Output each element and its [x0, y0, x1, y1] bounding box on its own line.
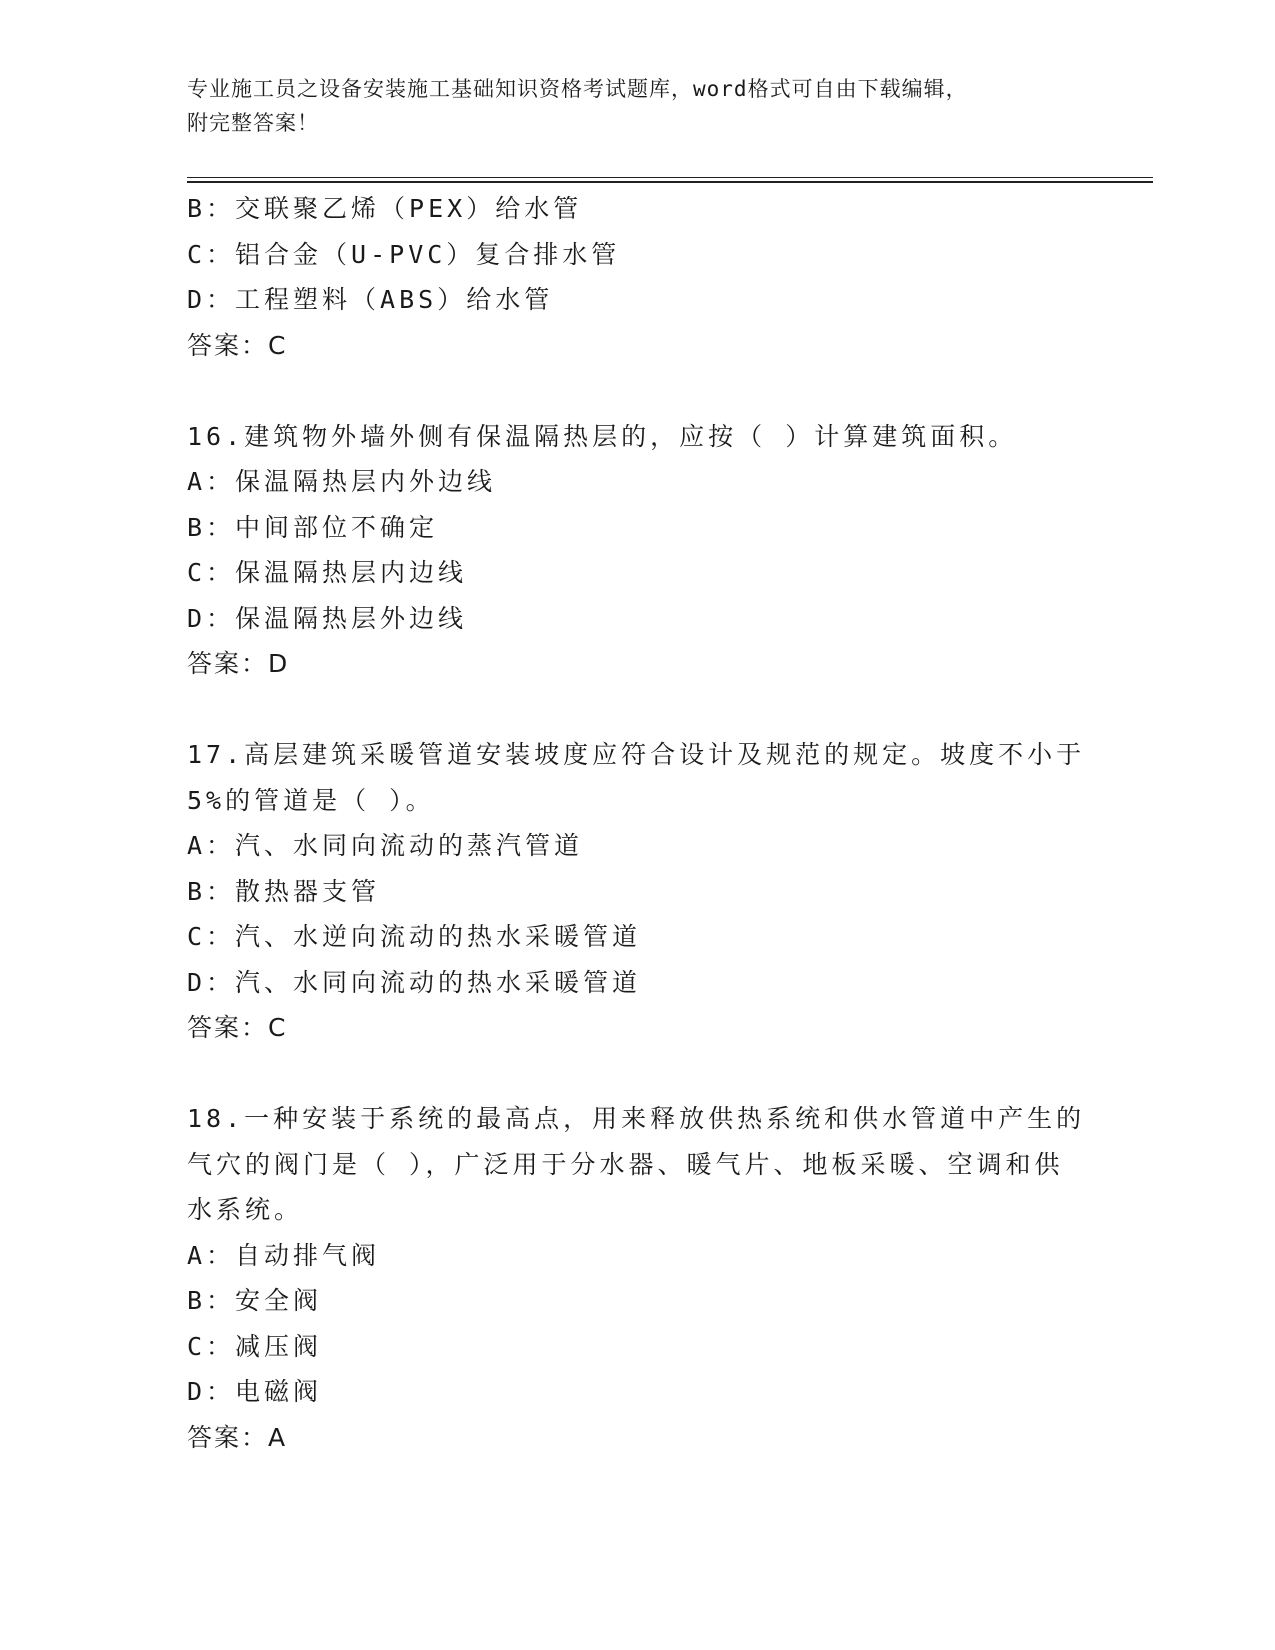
question-text-line-1: 18.一种安装于系统的最高点，用来释放供热系统和供水管道中产生的 — [187, 1104, 1086, 1133]
question-15-tail — [187, 186, 1087, 368]
question-16 — [187, 414, 1087, 687]
question-text-line-1: 17.高层建筑采暖管道安装坡度应符合设计及规范的规定。坡度不小于 — [187, 740, 1086, 769]
option-a: A：保温隔热层内外边线 — [187, 467, 497, 496]
option-d: D：汽、水同向流动的热水采暖管道 — [187, 967, 642, 997]
option-b: B：中间部位不确定 — [187, 512, 439, 542]
option-c: C：保温隔热层内边线 — [187, 558, 468, 587]
header-line-1: 专业施工员之设备安装施工基础知识资格考试题库，word格式可自由下载编辑， — [187, 77, 968, 101]
answer: 答案：D — [187, 649, 290, 678]
document-header — [187, 72, 1087, 140]
spacer — [187, 687, 1087, 733]
option-b: B：安全阀 — [187, 1286, 323, 1315]
question-text-line-3: 水系统。 — [187, 1195, 304, 1224]
option-d: D：电磁阀 — [187, 1377, 323, 1406]
option-b: B：交联聚乙烯（PEX）给水管 — [187, 194, 583, 223]
question-text: 16.建筑物外墙外侧有保温隔热层的，应按（ ）计算建筑面积。 — [187, 421, 1018, 451]
option-a: A：自动排气阀 — [187, 1240, 381, 1270]
option-a: A：汽、水同向流动的蒸汽管道 — [187, 831, 584, 860]
answer: 答案：C — [187, 1013, 288, 1042]
option-c: C：汽、水逆向流动的热水采暖管道 — [187, 922, 642, 951]
question-list — [187, 186, 1087, 1460]
option-c: C：减压阀 — [187, 1331, 323, 1361]
option-c: C：铝合金（U-PVC）复合排水管 — [187, 239, 621, 269]
header-divider — [187, 177, 1153, 183]
answer: 答案：C — [187, 330, 288, 360]
spacer — [187, 1051, 1087, 1097]
option-d: D：保温隔热层外边线 — [187, 603, 468, 633]
option-b: B：散热器支管 — [187, 876, 381, 906]
option-d: D：工程塑料（ABS）给水管 — [187, 285, 554, 314]
answer: 答案：A — [187, 1422, 288, 1452]
question-text-line-2: 5%的管道是（ ）。 — [187, 785, 435, 815]
spacer — [187, 368, 1087, 414]
header-line-2: 附完整答案！ — [187, 111, 319, 135]
question-17 — [187, 732, 1087, 1051]
question-text-line-2: 气穴的阀门是（ ），广泛用于分水器、暖气片、地板采暖、空调和供 — [187, 1149, 1064, 1179]
question-18 — [187, 1096, 1087, 1460]
